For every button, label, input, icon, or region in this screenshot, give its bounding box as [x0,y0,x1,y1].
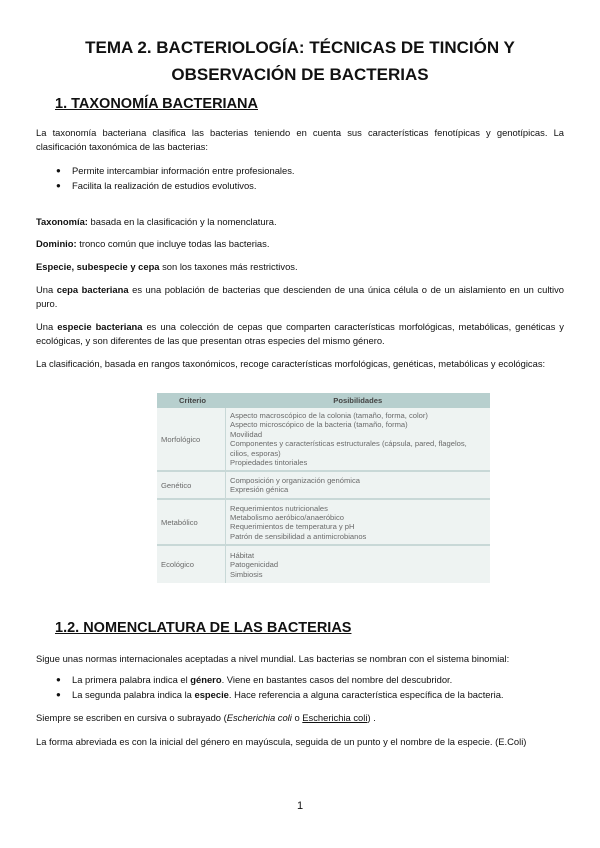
list-item: Metabolismo aeróbico/anaeróbico [230,513,344,523]
text: . Hace referencia a alguna característica específica de la bacteria. [228,689,504,700]
section-heading-nomenclatura: 1.2. NOMENCLATURA DE LAS BACTERIAS [55,620,352,636]
criterio-cell: Metabólico [157,499,226,545]
paragraph-cepa [36,283,564,311]
paragraph-taxonomia [36,215,564,229]
table-row [157,499,490,545]
table-header-row [157,393,490,408]
term-especie: especie [194,689,229,700]
bullet-list-nomenclatura [56,672,556,702]
definition-text: son los taxones más restrictivos. [159,261,298,272]
page-number: 1 [296,800,304,812]
definition-text: es una población de bacterias que descienden de una única célula o de un aislamiento en un cultivo puro. [36,284,564,309]
paragraph-intro: La taxonomía bacteriana clasifica las bacterias teniendo en cuenta sus características fenotípicas y genotípicas. La clasificación taxonómica de las bacterias: [36,127,564,152]
text: La primera palabra indica el [72,674,191,685]
list-item: Patogenicidad [230,560,279,570]
list-item: Hábitat [230,550,255,560]
paragraph-especie-bacteriana [36,320,564,348]
criteria-table [157,393,490,583]
list-item: Componentes y características estructurales (cápsula, pared, flagelos, cilios, esporas) [230,439,467,458]
criterio-cell: Morfológico [157,408,226,471]
list-item: Simbiosis [230,569,263,579]
list-item: Movilidad [230,429,263,439]
posibilidades-cell [226,499,491,545]
list-item: Patrón de sensibilidad a antimicrobianos [230,531,367,541]
text: ) . [367,712,376,723]
criterio-cell: Genético [157,471,226,499]
paragraph-especie [36,260,564,274]
paragraph-clasificacion: La clasificación, basada en rangos taxonómicos, recoge características morfológicas, genéticas, metabólicas y ecológicas: [36,358,546,369]
paragraph-nomenclatura-intro: Sigue unas normas internacionales aceptadas a nivel mundial. Las bacterias se nombran con el sistema binomial: [36,653,510,664]
paragraph-dominio [36,237,564,251]
list-item: Propiedades tintoriales [230,458,308,468]
posibilidades-cell [226,408,491,471]
term-especie: Especie, subespecie y cepa [36,261,160,272]
section-heading-taxonomia: 1. TAXONOMÍA BACTERIANA [55,96,258,112]
definition-text: es una colección de cepas que comparten características morfológicas, metabólicas, genéticas y ecológicas, y son diferentes de las que presentan otras especies del mismo género. [36,321,564,346]
list-item: ● Facilita la realización de estudios evolutivos. [56,178,556,193]
paragraph-abreviada: La forma abreviada es con la inicial del género en mayúscula, seguida de un punto y el nombre de la especie. (E.Coli) [36,736,527,747]
example-underlined: Escherichia coli [302,712,368,723]
term-cepa: cepa bacteriana [56,284,129,295]
list-item: Requerimientos de temperatura y pH [230,522,355,532]
table-row [157,408,490,471]
term-taxonomia: Taxonomía: [36,216,88,227]
criterio-cell: Ecológico [157,545,226,583]
title-line-1: TEMA 2. BACTERIOLOGÍA: TÉCNICAS DE TINCIÓN Y [85,38,515,57]
text: . Viene en bastantes casos del nombre del descubridor. [221,674,453,685]
term-dominio: Dominio: [36,238,77,249]
text: La segunda palabra indica la [72,689,195,700]
posibilidades-cell [226,545,491,583]
list-item: Aspecto microscópico de la bacteria (tamaño, forma) [230,420,408,430]
definition-text: basada en la clasificación y la nomenclatura. [87,216,277,227]
text: Una [36,284,57,295]
list-item: Requerimientos nutricionales [230,503,328,513]
term-especie-bacteriana: especie bacteriana [57,321,143,332]
example-italic: Escherichia coli [226,712,292,723]
list-item: Expresión génica [230,485,289,495]
text: Una [36,321,58,332]
list-item [56,687,556,702]
table-row [157,545,490,583]
list-item: Aspecto macroscópico de la colonia (tamaño, forma, color) [230,411,428,420]
text: o [291,712,303,723]
document-title [40,34,560,88]
bullet-list-taxonomia [56,163,556,193]
list-item: Composición y organización genómica [230,476,361,486]
posibilidades-cell [226,471,491,499]
header-posibilidades: Posibilidades [226,393,491,408]
text: Siempre se escriben en cursiva o subrayado ( [36,712,227,723]
header-criterio: Criterio [157,393,226,408]
list-item [56,672,556,687]
title-line-2: OBSERVACIÓN DE BACTERIAS [171,65,429,84]
definition-text: tronco común que incluye todas las bacterias. [76,238,270,249]
list-item: ● Permite intercambiar información entre profesionales. [56,163,556,178]
paragraph-cursiva [36,711,564,725]
table-row [157,471,490,499]
term-genero: género [190,674,222,685]
